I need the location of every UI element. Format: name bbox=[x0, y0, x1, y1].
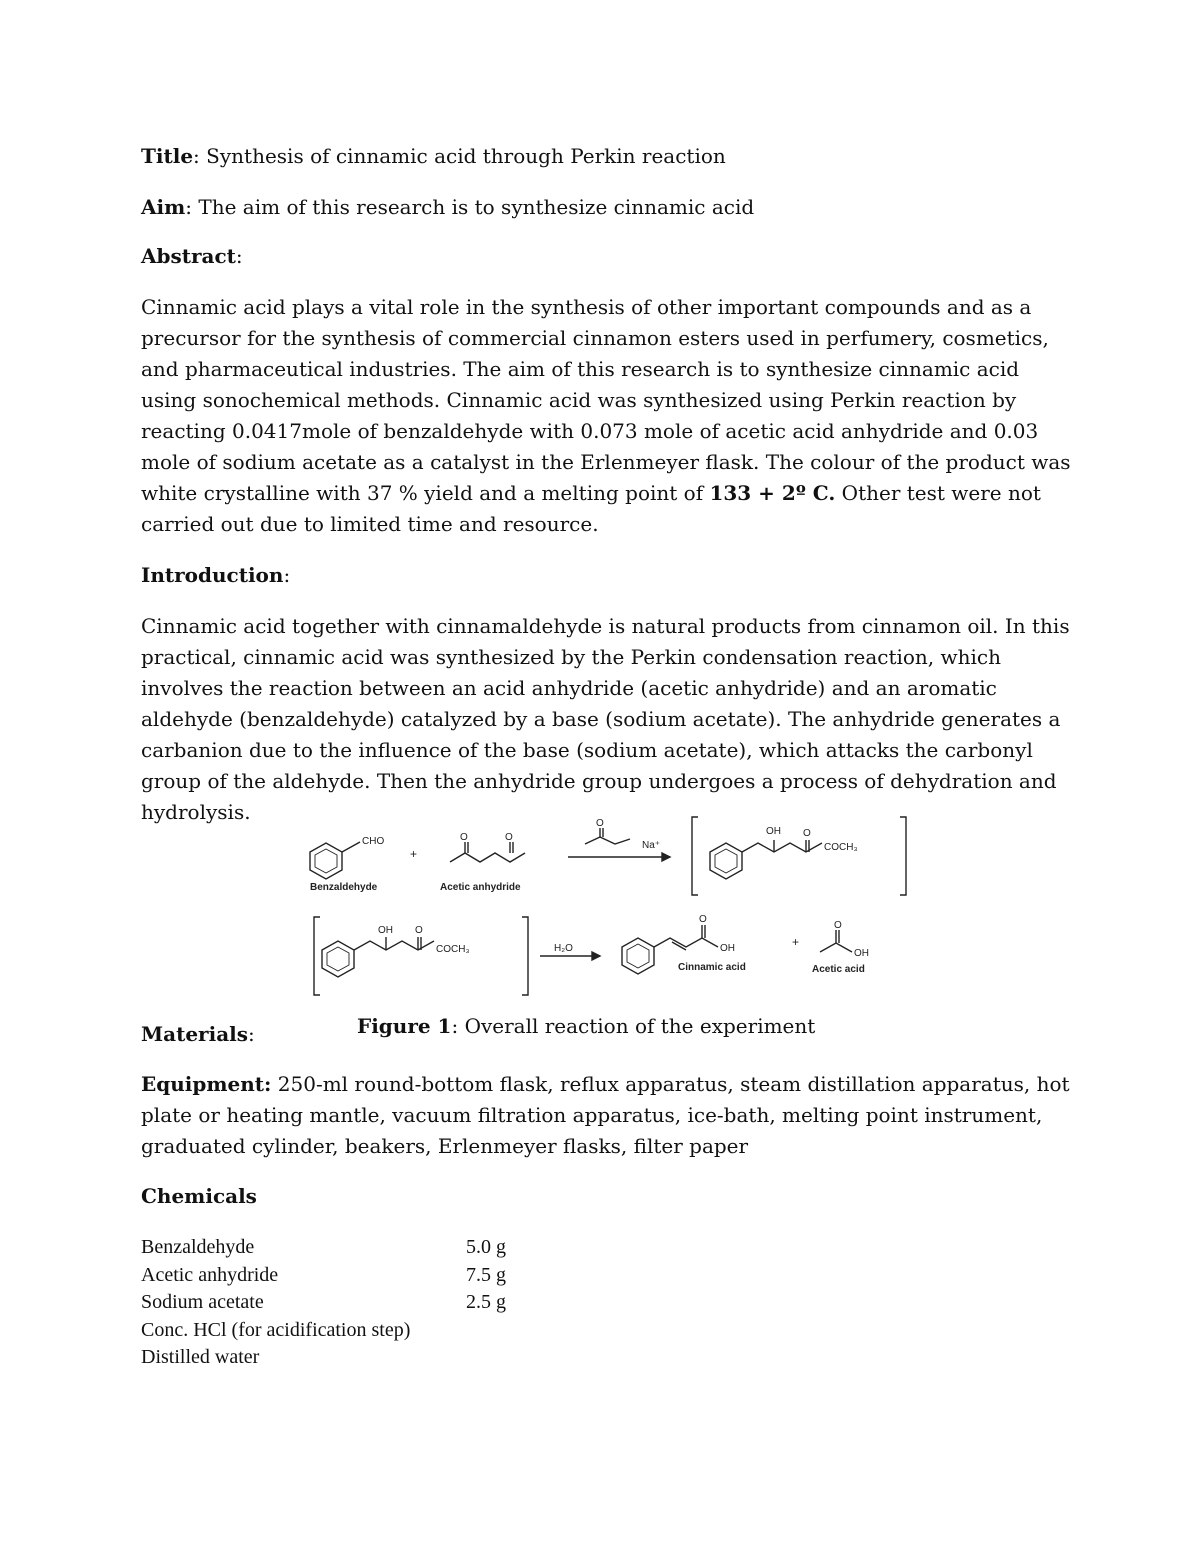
svg-text:+: + bbox=[410, 847, 418, 861]
svg-text:COCH₃: COCH₃ bbox=[436, 944, 470, 955]
svg-text:OH: OH bbox=[720, 943, 735, 954]
svg-text:O: O bbox=[505, 832, 513, 843]
svg-text:+: + bbox=[792, 935, 800, 949]
label-cinnamic-acid: Cinnamic acid bbox=[678, 962, 746, 973]
chemical-item: Benzaldehyde 5.0 g bbox=[141, 1236, 506, 1258]
figure-caption: Figure 1: Overall reaction of the experiment bbox=[357, 1014, 816, 1038]
svg-text:CHO: CHO bbox=[362, 836, 385, 847]
svg-text:O: O bbox=[415, 925, 423, 936]
svg-text:O: O bbox=[596, 818, 604, 829]
equipment-text: Equipment: 250-ml round-bottom flask, reflux apparatus, steam distillation apparatus, hot plate or heating mantle, vacuum filtration apparatus, ice-bath, melting point instrument, graduated cylinder, beakers, Erlenmeyer flasks, filter paper bbox=[141, 1072, 1070, 1158]
svg-text:O: O bbox=[834, 920, 842, 931]
svg-text:OH: OH bbox=[854, 948, 869, 959]
svg-text:COCH₃: COCH₃ bbox=[824, 842, 858, 853]
svg-text:H₂O: H₂O bbox=[554, 943, 573, 954]
abstract-heading: Abstract: bbox=[141, 244, 243, 268]
label-acetic-anhydride: Acetic anhydride bbox=[440, 882, 521, 893]
title-label: Title bbox=[141, 144, 194, 168]
svg-text:OH: OH bbox=[378, 925, 393, 936]
label-acetic-acid: Acetic acid bbox=[812, 964, 865, 975]
equipment-label: Equipment: bbox=[141, 1072, 272, 1096]
melting-point: 133 + 2º C. bbox=[709, 481, 836, 505]
chemical-item: Distilled water bbox=[141, 1346, 260, 1368]
svg-text:OH: OH bbox=[766, 826, 781, 837]
chemical-item: Sodium acetate 2.5 g bbox=[141, 1291, 506, 1313]
title-line: Title: Synthesis of cinnamic acid through Perkin reaction bbox=[141, 144, 726, 168]
reaction-scheme-figure bbox=[300, 812, 920, 1002]
introduction-heading: Introduction: bbox=[141, 563, 291, 587]
aim-line: Aim: The aim of this research is to synthesize cinnamic acid bbox=[141, 195, 755, 219]
abstract-text: Cinnamic acid plays a vital role in the synthesis of other important compounds and as a precursor for the synthesis of commercial cinnamon esters used in perfumery, cosmetics, and pharmaceutical industries. The aim of this research is to synthesize cinnamic acid using sonochemical methods. Cinnamic acid was synthesized using Perkin reaction by reacting 0.0417mole of benzaldehyde with 0.073 mole of acetic acid anhydride and 0.03 mole of sodium acetate as a catalyst in the Erlenmeyer flask. The colour of the product was white crystalline with 37 % yield and a melting point of 133 + 2º C. Other test were not carried out due to limited time and resource. bbox=[141, 295, 1071, 536]
chemicals-heading: Chemicals bbox=[141, 1184, 257, 1208]
title-text: Synthesis of cinnamic acid through Perkin reaction bbox=[206, 144, 726, 168]
introduction-text: Cinnamic acid together with cinnamaldehyde is natural products from cinnamon oil. In this practical, cinnamic acid was synthesized by the Perkin condensation reaction, which involves the reaction between an acid anhydride (acetic anhydride) and an aromatic aldehyde (benzaldehyde) catalyzed by a base (sodium acetate). The anhydride generates a carbanion due to the influence of the base (sodium acetate), which attacks the carbonyl group of the aldehyde. Then the anhydride group undergoes a process of dehydration and hydrolysis. bbox=[141, 614, 1070, 824]
chemical-item: Acetic anhydride 7.5 g bbox=[141, 1263, 506, 1286]
label-benzaldehyde: Benzaldehyde bbox=[310, 882, 378, 893]
aim-text: The aim of this research is to synthesize cinnamic acid bbox=[198, 195, 755, 219]
materials-heading: Materials: bbox=[141, 1022, 255, 1046]
aim-label: Aim bbox=[141, 195, 186, 219]
svg-text:Na⁺: Na⁺ bbox=[642, 840, 661, 851]
chemical-item: Conc. HCl (for acidification step) bbox=[141, 1318, 411, 1341]
svg-text:O: O bbox=[699, 914, 707, 925]
svg-text:O: O bbox=[460, 832, 468, 843]
svg-text:O: O bbox=[803, 828, 811, 839]
